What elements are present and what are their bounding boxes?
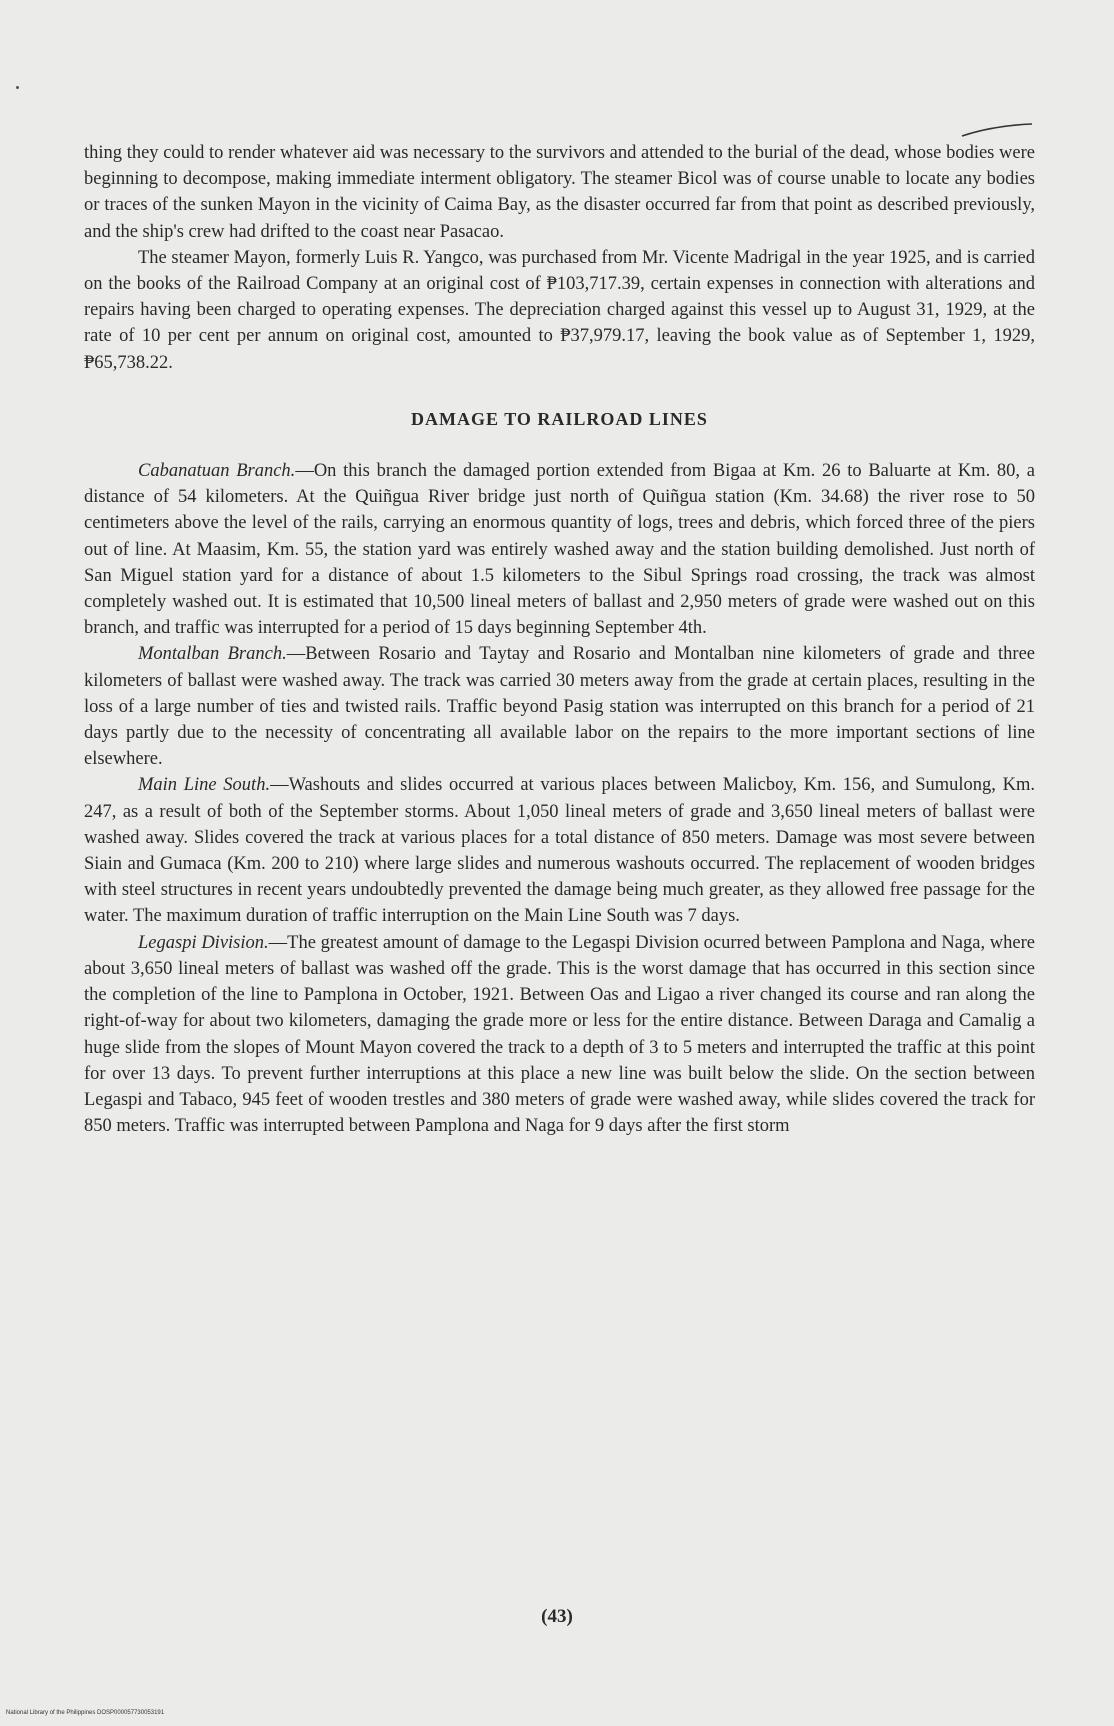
montalban-text: —Between Rosario and Taytay and Rosario and Montalban nine kilometers of grade and three kilometers of ballast were washed away. The track was carried 30 meters away from the grade at certain places, resulting in the loss of a large number of ties and twisted rails. Traffic beyond Pasig station was interrupted on this branch for a period of 21 days partly due to the necessity of concentrating all available labor on the repairs to the more important sections of line elsewhere. [84, 644, 1036, 770]
paragraph-cabanatuan [84, 458, 1035, 641]
cabanatuan-title: Cabanatuan Branch. [138, 461, 296, 482]
main-line-south-text: —Washouts and slides occurred at various places between Malicboy, Km. 156, and Sumulong, Km. 247, as a result of both of the September storms. About 1,050 lineal meters of grade and 3,650 lineal meters of ballast were washed away. Slides covered the track at various places for a total distance of 850 meters. Damage was most severe between Siain and Gumaca (Km. 200 to 210) where large slides and numerous washouts occurred. The replacement of wooden bridges with steel structures in recent years undoubtedly prevented the damage being much greater, as they allowed free passage for the water. The maximum duration of traffic interruption on the Main Line South was 7 days. [84, 775, 1035, 927]
paragraph-main-line-south [84, 772, 1035, 929]
cabanatuan-text: —On this branch the damaged portion extended from Bigaa at Km. 26 to Baluarte at Km. 80, a distance of 54 kilometers. At the Quiñgua River bridge just north of Quiñgua station (Km. 34.68) the river rose to 50 centimeters above the level of the rails, carrying an enormous quantity of logs, trees and debris, which forced three of the piers out of line. At Maasim, Km. 55, the station yard was entirely washed away and the station building demolished. Just north of San Miguel station yard for a distance of about 1.5 kilometers to the Sibul Springs road crossing, the track was almost completely washed out. It is estimated that 10,500 lineal meters of ballast and 2,950 meters of grade were washed out on this branch, and traffic was interrupted for a period of 15 days beginning September 4th. [84, 461, 1035, 639]
legaspi-title: Legaspi Division. [138, 932, 269, 953]
main-line-south-title: Main Line South. [138, 775, 271, 796]
section-heading: DAMAGE TO RAILROAD LINES [411, 408, 708, 429]
paragraph-survivors: thing they could to render whatever aid was necessary to the survivors and attended to the burial of the dead, whose bodies were beginning to decompose, making immediate interment obligatory. The steamer Bicol was of course unable to locate any bodies or traces of the sunken Mayon in the vicinity of Caima Bay, as the disaster occurred far from that point as described previously, and the ship's crew had drifted to the coast near Pasacao. [84, 143, 1035, 242]
paragraph-legaspi [84, 930, 1035, 1140]
paragraph-montalban [84, 641, 1035, 772]
legaspi-text: —The greatest amount of damage to the Legaspi Division ocurred between Pamplona and Naga, where about 3,650 lineal meters of ballast was washed off the grade. This is the worst damage that has occurred in this section since the completion of the line to Pamplona in October, 1921. Between Oas and Ligao a river changed its course and ran along the right-of-way for about two kilometers, damaging the grade more or less for the entire distance. Between Daraga and Camalig a huge slide from the slopes of Mount Mayon covered the track to a depth of 3 to 5 meters and interrupted the traffic at this point for over 13 days. To prevent further interruptions at this place a new line was built below the slide. On the section between Legaspi and Tabaco, 945 feet of wooden trestles and 380 meters of grade were washed away, while slides covered the track for 850 meters. Traffic was interrupted between Pamplona and Naga for 9 days after the first storm [84, 932, 1035, 1137]
scan-footer: National Library of the Philippines DOSP000057730053191 [6, 1710, 165, 1716]
scan-speck [16, 86, 19, 89]
montalban-title: Montalban Branch. [138, 644, 287, 665]
page-number: (43) [541, 1606, 573, 1627]
paragraph-steamer-mayon: The steamer Mayon, formerly Luis R. Yangco, was purchased from Mr. Vicente Madrigal in the year 1925, and is carried on the books of the Railroad Company at an original cost of ₱103,717.39, certain expenses in connection with alterations and repairs having been charged to operating expenses. The depreciation charged against this vessel up to August 31, 1929, at the rate of 10 per cent per annum on original cost, amounted to ₱37,979.17, leaving the book value as of September 1, 1929, ₱65,738.22. [84, 247, 1035, 373]
body-text [84, 140, 1035, 1139]
pencil-mark [960, 122, 1034, 138]
